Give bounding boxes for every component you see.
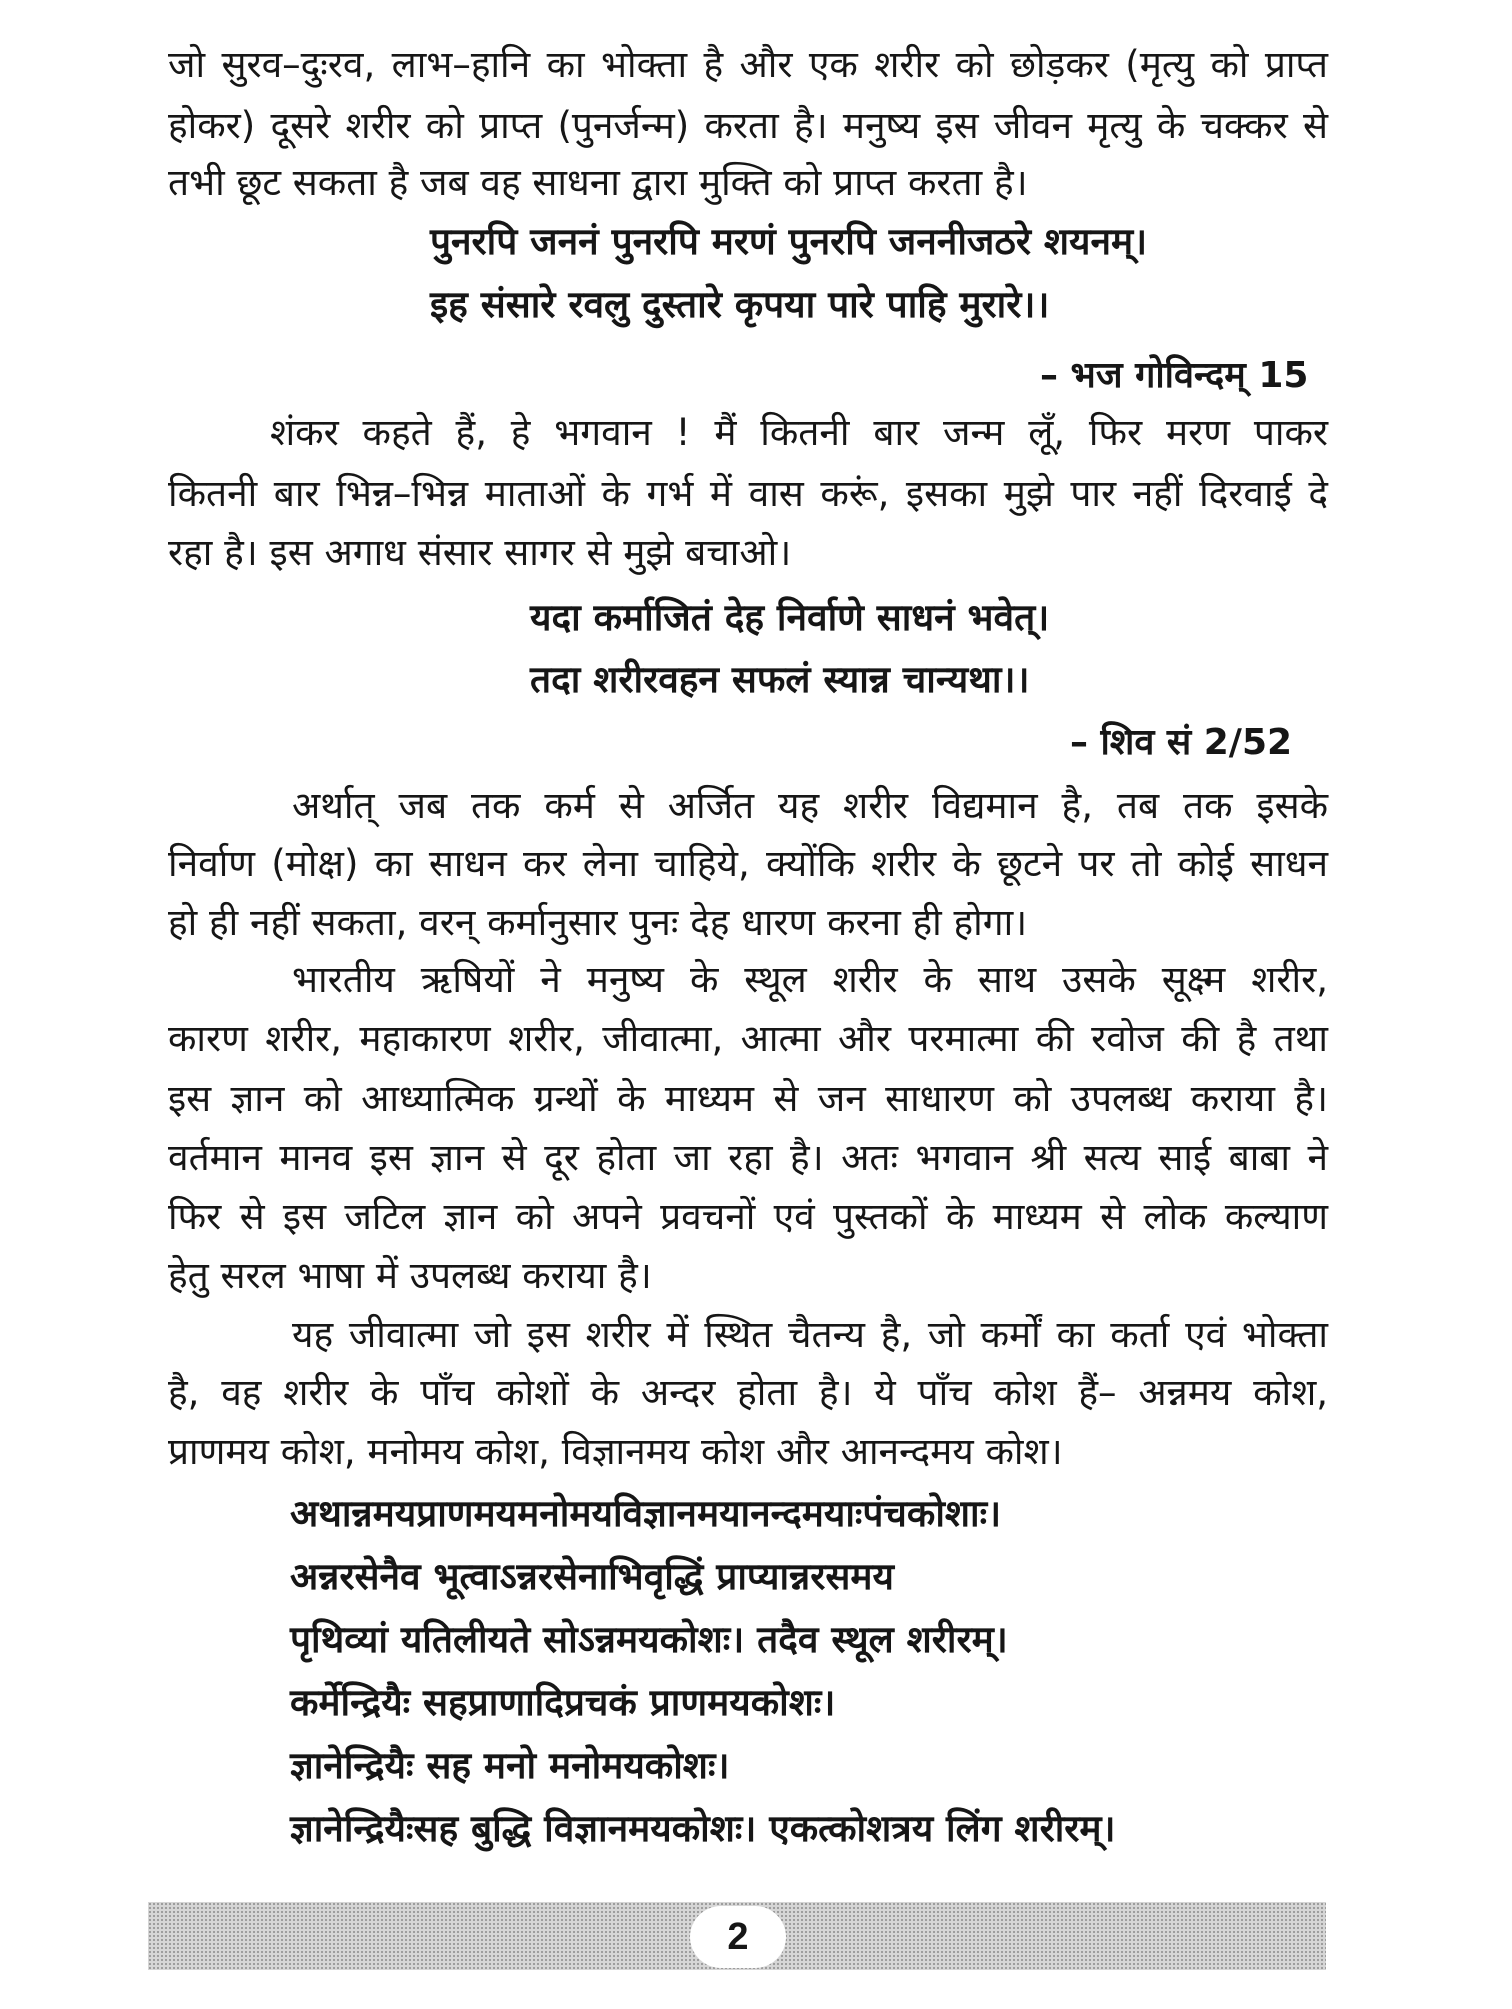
text-line: हो ही नहीं सकता, वरन् कर्मानुसार पुनः देह धारण करना ही होगा। (168, 901, 1028, 944)
text-line: वर्तमान मानव इस ज्ञान से दूर होता जा रहा है। अतः भगवान श्री सत्य साई बाबा ने (168, 1136, 1328, 1179)
verse-line: ज्ञानेन्द्रियैःसह बुद्धि विज्ञानमयकोशः। एकत्कोशत्रय लिंग शरीरम्। (290, 1807, 1116, 1850)
text-line: प्राणमय कोश, मनोमय कोश, विज्ञानमय कोश और आनन्दमय कोश। (168, 1430, 1063, 1473)
page-number: 2 (727, 1916, 749, 1958)
text-line: फिर से इस जटिल ज्ञान को अपने प्रवचनों एवं पुस्तकों के माध्यम से लोक कल्याण (168, 1195, 1328, 1238)
text-line: होकर) दूसरे शरीर को प्राप्त (पुनर्जन्म) करता है। मनुष्य इस जीवन मृत्यु के चक्कर से (168, 104, 1328, 147)
verse-line: अन्नरसेनैव भूत्वाऽन्नरसेनाभिवृद्धिं प्राप्यान्नरसमय (290, 1555, 894, 1598)
text-line: हेतु सरल भाषा में उपलब्ध कराया है। (168, 1254, 652, 1297)
verse-line: तदा शरीरवहन सफलं स्यान्न चान्यथा।। (530, 658, 1030, 701)
verse-line: कर्मेन्द्रियैः सहप्राणादिप्रचकं प्राणमयकोशः। (290, 1681, 836, 1724)
verse-line: यदा कर्माजितं देह निर्वाणे साधनं भवेत्। (530, 596, 1050, 639)
text-line: निर्वाण (मोक्ष) का साधन कर लेना चाहिये, क्योंकि शरीर के छूटने पर तो कोई साधन (168, 842, 1328, 885)
text-line: इस ज्ञान को आध्यात्मिक ग्रन्थों के माध्यम से जन साधारण को उपलब्ध कराया है। (168, 1077, 1328, 1120)
verse-line: पुनरपि जननं पुनरपि मरणं पुनरपि जननीजठरे शयनम्। (430, 220, 1148, 263)
text-line: है, वह शरीर के पाँच कोशों के अन्दर होता है। ये पाँच कोश हैं– अन्नमय कोश, (168, 1371, 1328, 1414)
verse-line: इह संसारे रवलु दुस्तारे कृपया पारे पाहि मुरारे।। (430, 283, 1050, 326)
text-line: अर्थात् जब तक कर्म से अर्जित यह शरीर विद्यमान है, तब तक इसके (292, 784, 1328, 827)
text-line: रहा है। इस अगाध संसार सागर से मुझे बचाओ। (168, 531, 792, 574)
verse-line: अथान्नमयप्राणमयमनोमयविज्ञानमयानन्दमयाःपंचकोशाः। (290, 1492, 1002, 1535)
text-line: शंकर कहते हैं, हे भगवान ! मैं कितनी बार जन्म लूँ, फिर मरण पाकर (270, 411, 1328, 454)
verse-line: पृथिव्यां यतिलीयते सोऽन्नमयकोशः। तदैव स्थूल शरीरम्। (290, 1618, 1008, 1661)
text-line: यह जीवात्मा जो इस शरीर में स्थित चैतन्य है, जो कर्मों का कर्ता एवं भोक्ता (292, 1313, 1328, 1356)
verse-line: ज्ञानेन्द्रियैः सह मनो मनोमयकोशः। (290, 1744, 730, 1787)
text-line: तभी छूट सकता है जब वह साधना द्वारा मुक्ति को प्राप्त करता है। (168, 161, 1028, 204)
text-line: कारण शरीर, महाकारण शरीर, जीवात्मा, आत्मा और परमात्मा की रवोज की है तथा (168, 1017, 1328, 1060)
verse-reference: – शिव सं 2/52 (1070, 722, 1293, 763)
text-line: भारतीय ऋषियों ने मनुष्य के स्थूल शरीर के साथ उसके सूक्ष्म शरीर, (292, 958, 1328, 1001)
verse-reference: – भज गोविन्दम् 15 (1040, 355, 1309, 396)
text-line: कितनी बार भिन्न–भिन्न माताओं के गर्भ में वास करूं, इसका मुझे पार नहीं दिरवाई दे (168, 472, 1328, 515)
text-line: जो सुरव–दुःरव, लाभ–हानि का भोक्ता है और एक शरीर को छोड़कर (मृत्यु को प्राप्त (168, 43, 1328, 86)
